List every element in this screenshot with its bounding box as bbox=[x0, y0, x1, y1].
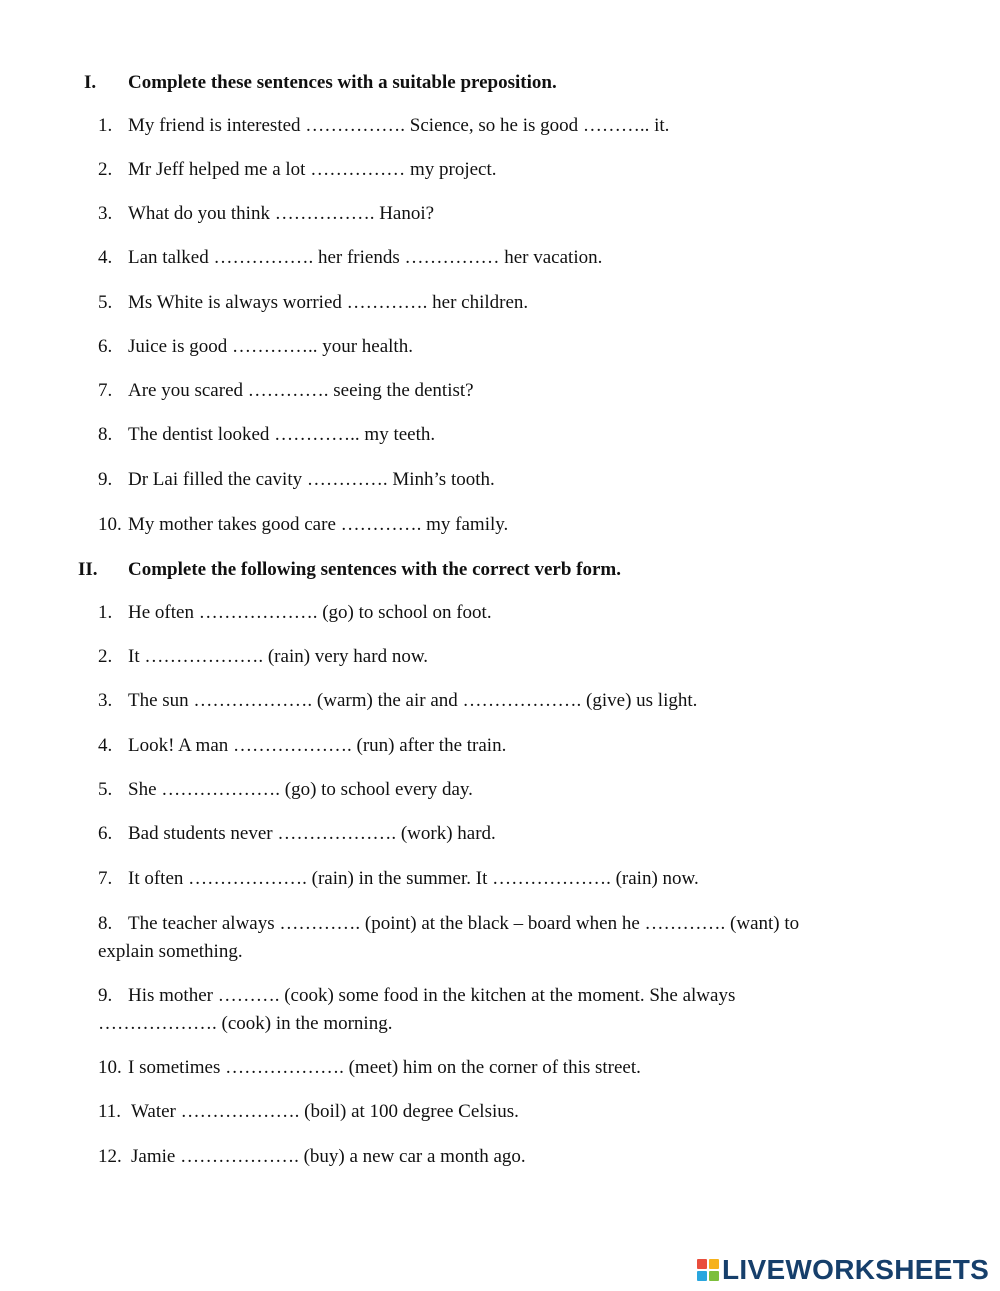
item-number: 8. bbox=[98, 913, 113, 934]
item-number: 10. bbox=[98, 1057, 122, 1078]
item-text: Are you scared …………. seeing the dentist? bbox=[128, 380, 474, 401]
item-text: Ms White is always worried …………. her children. bbox=[128, 292, 529, 313]
item-text: His mother ………. (cook) some food in the kitchen at the moment. She always bbox=[128, 985, 736, 1006]
item-number: 4. bbox=[98, 247, 113, 268]
item-text: Mr Jeff helped me a lot …………… my project. bbox=[128, 159, 497, 180]
item-text: It ………………. (rain) very hard now. bbox=[128, 646, 429, 667]
item-text: The dentist looked ………….. my teeth. bbox=[128, 424, 436, 445]
item-number: 10. bbox=[98, 514, 122, 535]
logo-square-red bbox=[697, 1259, 707, 1269]
item-number: 6. bbox=[98, 336, 113, 357]
item-number: 11. bbox=[98, 1101, 122, 1122]
item-number: 5. bbox=[98, 292, 113, 313]
item-text: She ………………. (go) to school every day. bbox=[128, 779, 473, 800]
item-text: Look! A man ………………. (run) after the train. bbox=[128, 735, 507, 756]
item-number: 9. bbox=[98, 469, 113, 490]
item-number: 2. bbox=[98, 159, 113, 180]
item-number: 9. bbox=[98, 985, 113, 1006]
section-2-title: Complete the following sentences with the correct verb form. bbox=[128, 559, 621, 580]
item-number: 1. bbox=[98, 602, 113, 623]
item-number: 3. bbox=[98, 203, 113, 224]
item-text: Lan talked ……………. her friends …………… her vacation. bbox=[128, 247, 603, 268]
item-text: Juice is good ………….. your health. bbox=[128, 336, 413, 357]
item-text: It often ………………. (rain) in the summer. It ………………. (rain) now. bbox=[128, 868, 699, 889]
item-number: 12. bbox=[98, 1146, 122, 1167]
item-number: 6. bbox=[98, 823, 113, 844]
item-text: Bad students never ………………. (work) hard. bbox=[128, 823, 496, 844]
logo-icon bbox=[697, 1259, 719, 1281]
item-number: 8. bbox=[98, 424, 113, 445]
section-1-title: Complete these sentences with a suitable preposition. bbox=[128, 72, 557, 93]
section-1-number: I. bbox=[84, 72, 97, 93]
item-text: My mother takes good care …………. my family. bbox=[128, 514, 509, 535]
logo-square-yellow bbox=[709, 1259, 719, 1269]
item-text: He often ………………. (go) to school on foot. bbox=[128, 602, 492, 623]
item-text: I sometimes ………………. (meet) him on the corner of this street. bbox=[128, 1057, 641, 1078]
item-text: My friend is interested ……………. Science, so he is good ……….. it. bbox=[128, 115, 670, 136]
item-text: Jamie ………………. (buy) a new car a month ago. bbox=[131, 1146, 526, 1167]
logo-square-green bbox=[709, 1271, 719, 1281]
brand-name: LIVEWORKSHEETS bbox=[722, 1254, 990, 1285]
item-number: 1. bbox=[98, 115, 113, 136]
item-text: The teacher always …………. (point) at the black – board when he …………. (want) to bbox=[128, 913, 800, 934]
item-number: 7. bbox=[98, 868, 113, 889]
item-text: Water ………………. (boil) at 100 degree Celsius. bbox=[131, 1101, 519, 1122]
item-text-continued: ………………. (cook) in the morning. bbox=[98, 1013, 393, 1034]
logo-square-blue bbox=[697, 1271, 707, 1281]
section-2-number: II. bbox=[78, 559, 98, 580]
item-number: 4. bbox=[98, 735, 113, 756]
item-text: Dr Lai filled the cavity …………. Minh’s tooth. bbox=[128, 469, 495, 490]
item-number: 5. bbox=[98, 779, 113, 800]
item-text: What do you think ……………. Hanoi? bbox=[128, 203, 435, 224]
item-number: 7. bbox=[98, 380, 113, 401]
item-text: The sun ………………. (warm) the air and ………………. (give) us light. bbox=[128, 690, 698, 711]
item-number: 3. bbox=[98, 690, 113, 711]
item-text-continued: explain something. bbox=[98, 941, 243, 962]
liveworksheets-logo bbox=[697, 1254, 989, 1286]
item-number: 2. bbox=[98, 646, 113, 667]
